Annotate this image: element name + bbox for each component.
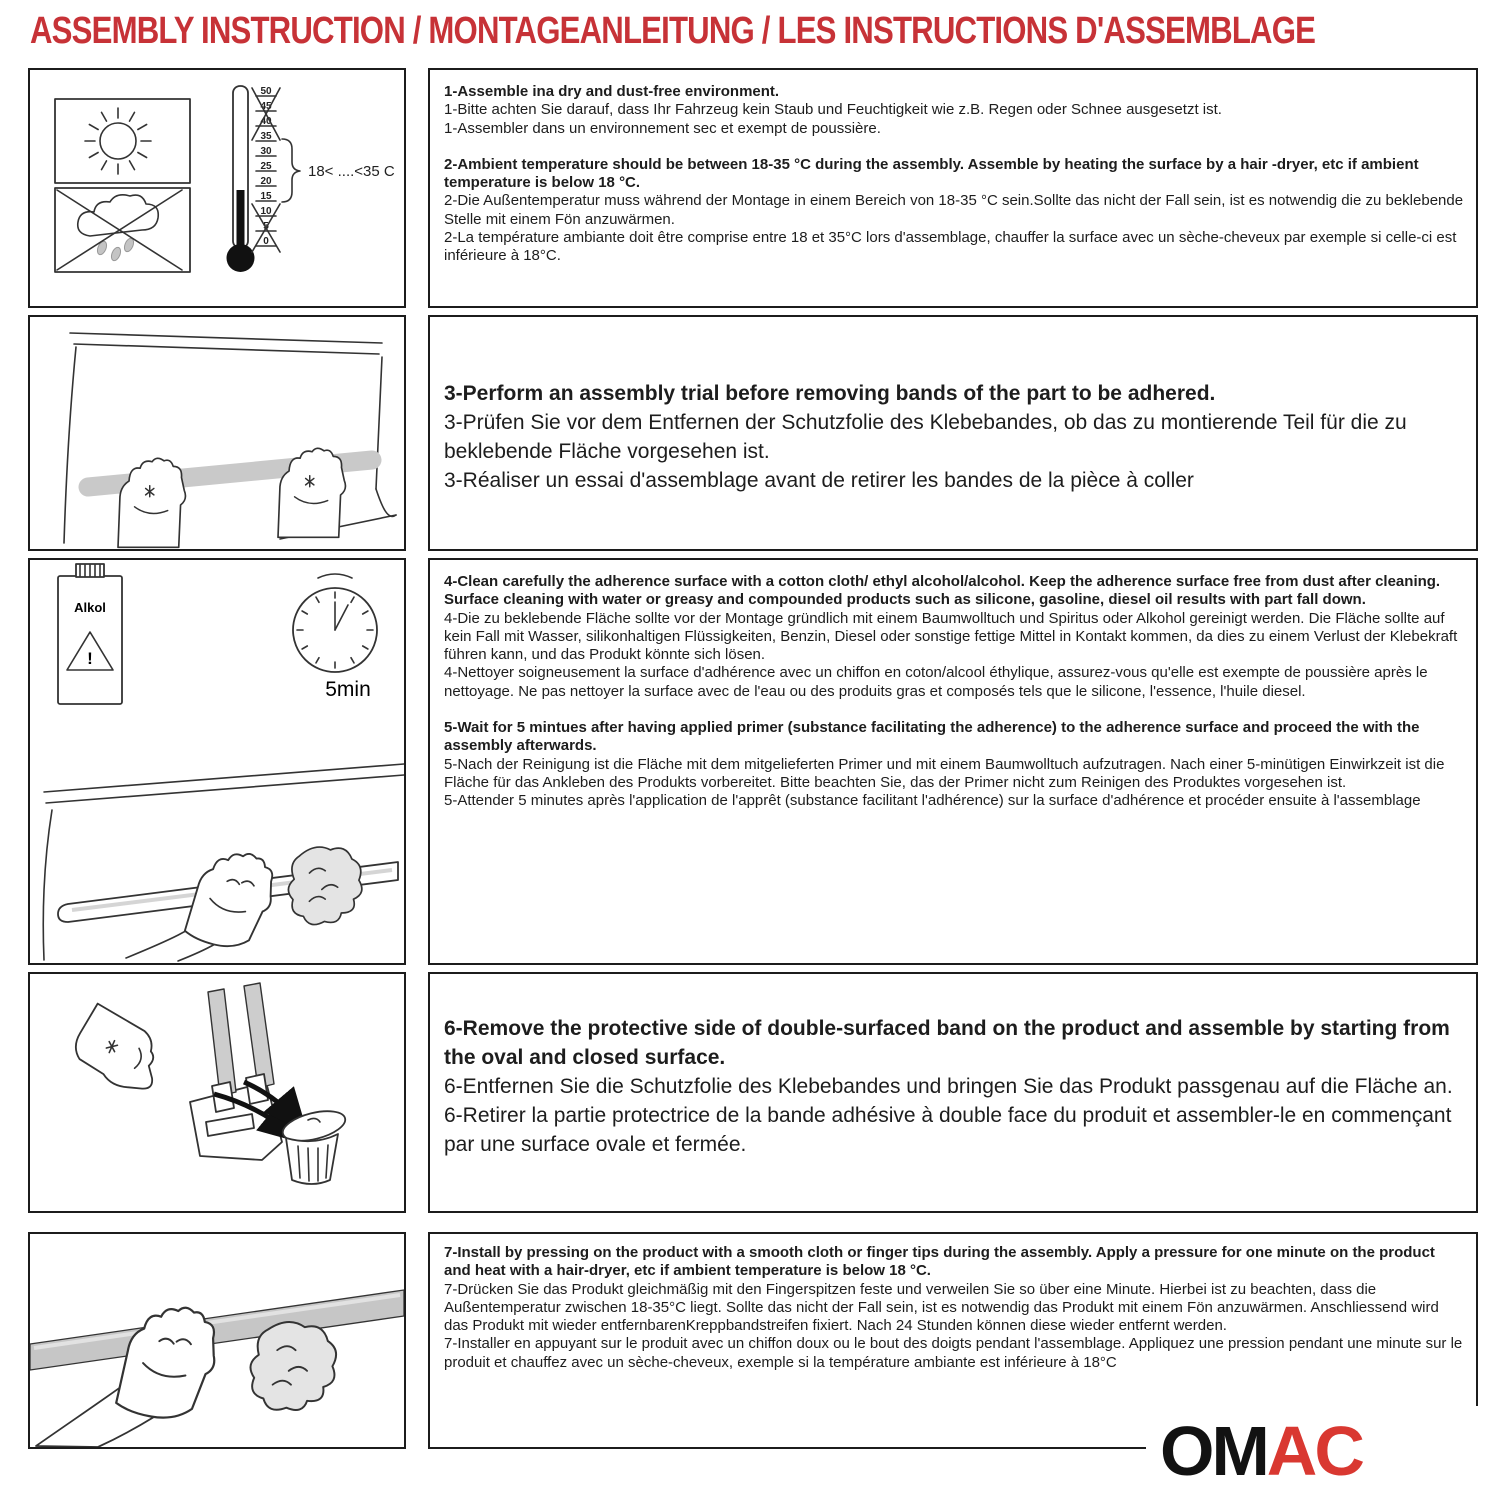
step-text: 6-Entfernen Sie die Schutzfolie des Klebebandes und bringen Sie das Produkt passgenau auf die Fläche an. xyxy=(444,1075,1453,1098)
step-text: 2-Die Außentemperatur muss während der Montage in einem Bereich von 18-35 °C sein.Sollte das nicht der Fall sein, ist es notwendig die zu beklebende Stelle mit einem Fön anzuwärmen. xyxy=(444,192,1464,228)
cloth-icon xyxy=(283,842,367,928)
svg-text:50: 50 xyxy=(260,86,272,97)
illustration-clean-surface xyxy=(28,558,406,965)
step-text: 6-Retirer la partie protectrice de la bande adhésive à double face du produit et assembler-le en commençant par une surface ovale et fermée. xyxy=(444,1104,1452,1156)
step-text: 7-Install by pressing on the product with a smooth cloth or finger tips during the assembly. Apply a pressure for one minute on the product and heat with a hair-dryer, etc if ambient temperature is below 18 °C. xyxy=(444,1244,1435,1280)
page-title: ASSEMBLY INSTRUCTION / MONTAGEANLEITUNG / LES INSTRUCTIONS D'ASSEMBLAGE xyxy=(30,10,1316,52)
environment-temperature-drawing xyxy=(30,70,404,306)
step-text: 4-Die zu beklebende Fläche sollte vor der Montage gründlich mit einem Baumwolltuch und Spiritus oder Alkohol gereinigt werden. Die Fläche sollte auf kein Fall mit Wasser, silikonhaltigen Flüssigkeiten, Benzin, Diesel oder sonstige fettige Mittel in Kontakt kommen, da dies zu einem Verlust der Klebekraft führen kann, und das Produkt könnte sich lösen. xyxy=(444,609,1458,664)
step-text: 3-Prüfen Sie vor dem Entfernen der Schutzfolie des Klebebandes, ob das zu montierende Teil für die zu beklebende Fläche vorgesehen ist. xyxy=(444,411,1407,463)
alcohol-bottle-icon xyxy=(58,564,122,704)
step-text: 2-Ambient temperature should be between 18-35 °C during the assembly. Assemble by heating the surface by a hair -dryer, etc if ambient temperature is below 18 °C. xyxy=(444,155,1419,192)
trash-bin-icon xyxy=(280,1106,348,1184)
hand-icon xyxy=(115,1299,223,1426)
clock-duration-label: 5min xyxy=(325,678,371,701)
step-text: 1-Assemble ina dry and dust-free environment. xyxy=(444,83,780,100)
logo-text-black: OM xyxy=(1160,1412,1267,1490)
illustration-environment-temperature xyxy=(28,68,406,308)
step-text: 1-Assembler dans un environnement sec et exempt de poussière. xyxy=(444,119,881,137)
product-part xyxy=(190,983,282,1160)
illustration-remove-band xyxy=(28,972,406,1213)
step-text: 6-Remove the protective side of double-surfaced band on the product and assemble by starting from the oval and closed surface. xyxy=(444,1017,1450,1069)
press-product-drawing xyxy=(30,1234,404,1447)
clock-icon xyxy=(293,574,377,701)
svg-text:15: 15 xyxy=(260,191,272,202)
hand-icon xyxy=(118,458,185,547)
svg-text:25: 25 xyxy=(260,161,272,172)
svg-text:20: 20 xyxy=(260,176,272,187)
assembly-trial-drawing xyxy=(30,317,404,549)
svg-text:30: 30 xyxy=(260,146,272,157)
step-3-text xyxy=(428,315,1478,551)
hand-icon xyxy=(183,843,280,955)
temperature-range-label: 18< ....<35 C xyxy=(308,163,395,180)
illustration-press-product xyxy=(28,1232,406,1449)
omac-logo xyxy=(1146,1406,1500,1496)
step-text: 5-Wait for 5 mintues after having applied primer (substance facilitating the adherence) to the adherence surface and proceed the with the assembly afterwards. xyxy=(444,719,1420,755)
step-4-5-text xyxy=(428,558,1478,965)
hand-icon xyxy=(67,1002,173,1098)
thermometer-icon xyxy=(227,86,395,272)
svg-text:35: 35 xyxy=(260,131,272,142)
bottle-label: Alkol xyxy=(74,600,106,615)
car-door-outline xyxy=(64,333,396,543)
step-text: 4-Clean carefully the adherence surface with a cotton cloth/ ethyl alcohol/alcohol. Keep the adherence surface free from dust after cleaning. Surface cleaning with water or greasy and compounded products such as silicone, gasoline, diesel oil results with part fall down. xyxy=(444,573,1441,609)
remove-band-drawing xyxy=(30,974,404,1211)
cloth-icon xyxy=(251,1322,337,1410)
step-text: 5-Nach der Reinigung ist die Fläche mit dem mitgelieferten Primer und mit einem Baumwolltuch aufzutragen. Nach einer 5-minütigen Einwirkzeit ist die Fläche für das Ankleben des Produkts vorbereitet. Bitte beachten Sie, das der Primer nicht zum Reinigen des Produktes vorgesehen ist. xyxy=(444,755,1445,791)
step-text: 4-Nettoyer soigneusement la surface d'adhérence avec un chiffon en coton/alcool éthylique, assurez-vous qu'elle est exempte de poussière après le nettoyage. Ne pas nettoyer la surface avec de l'eau ou des produits gras et composés tels que le silicone, l'essence, l'huile diesel. xyxy=(444,664,1428,700)
no-rain-icon xyxy=(55,188,190,272)
svg-text:40: 40 xyxy=(260,116,272,127)
step-6-text xyxy=(428,972,1478,1213)
step-1-2-text xyxy=(428,68,1478,308)
step-text: 7-Drücken Sie das Produkt gleichmäßig mit den Fingerspitzen feste und verweilen Sie so über eine Minute. Hierbei ist zu beachten, dass die Außentemperatur zwischen 18-35°C liegt. Sollte das nicht der Fall sein, ist es notwendig das Produkt mit einem Fön anzuwärmen. Anschliessend wird das Produkt mit wieder entfernbarenKreppbandstreifen fixiert. Nach 24 Stunden können diese wieder entfernt werden. xyxy=(444,1280,1439,1335)
clean-surface-drawing xyxy=(30,560,404,963)
svg-text:45: 45 xyxy=(260,101,272,112)
illustration-assembly-trial xyxy=(28,315,406,551)
sun-icon xyxy=(55,99,190,183)
svg-text:5: 5 xyxy=(263,221,269,232)
step-text: 3-Perform an assembly trial before removing bands of the part to be adhered. xyxy=(444,382,1216,405)
warning-exclamation: ! xyxy=(87,649,93,668)
step-text: 7-Installer en appuyant sur le produit avec un chiffon doux ou le bout des doigts pendant l'assemblage. Appliquez une pression pendant une minute sur le produit et chauffez avec un sèche-cheveux, exemple si la température ambiante est inférieure à 18°C xyxy=(444,1335,1463,1371)
step-text: 1-Bitte achten Sie darauf, dass Ihr Fahrzeug kein Staub und Feuchtigkeit wie z.B. Regen oder Schnee ausgesetzt ist. xyxy=(444,101,1222,119)
logo-text-red: AC xyxy=(1266,1412,1362,1490)
brace xyxy=(282,139,300,202)
svg-text:10: 10 xyxy=(260,206,272,217)
svg-text:0: 0 xyxy=(263,236,269,247)
step-text: 2-La température ambiante doit être comprise entre 18 et 35°C lors d'assemblage, chauffer la surface avec un sèche-cheveux par exemple si celle-ci est inférieure à 18°C. xyxy=(444,229,1457,265)
step-text: 5-Attender 5 minutes après l'application de l'apprêt (substance facilitant l'adhérence) sur la surface d'adhérence et procéder ensuite à l'assemblage xyxy=(444,792,1421,810)
step-text: 3-Réaliser un essai d'assemblage avant de retirer les bandes de la pièce à coller xyxy=(444,469,1194,492)
